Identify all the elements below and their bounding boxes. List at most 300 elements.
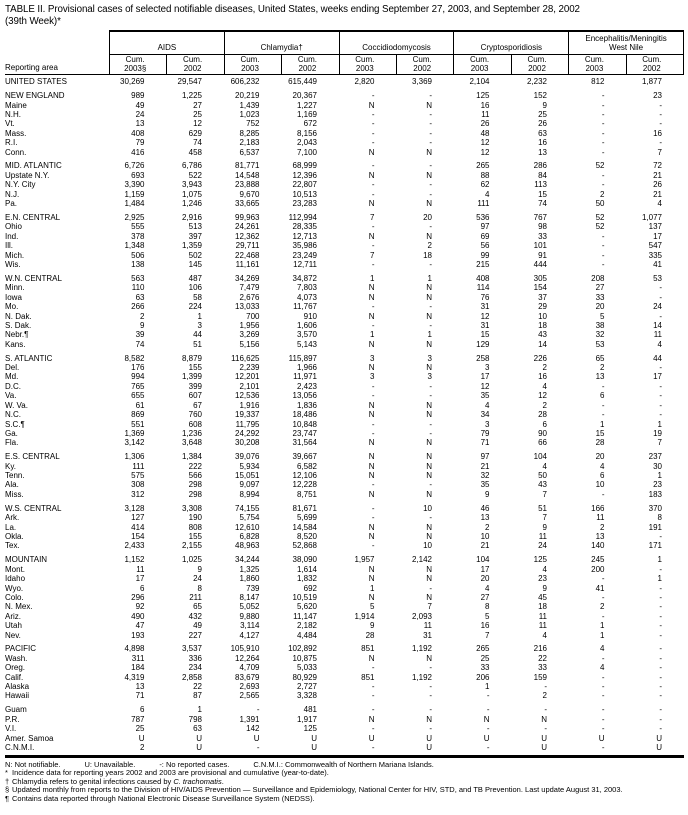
cell: 298 [188,489,202,499]
cell: 137 [648,222,662,232]
cell: 12,396 [292,170,317,180]
cell: 10,848 [292,419,317,429]
cell: - [659,400,662,410]
cell: 3,369 [411,77,432,87]
cell: - [601,653,605,663]
cell: 1,384 [181,452,202,462]
cell: 693 [131,170,145,180]
cell: 7 [542,513,547,523]
row-label: N. Dak. [5,311,32,321]
row-label: Conn. [5,147,27,157]
table-row [5,621,684,630]
cell: 296 [131,592,145,602]
cell: 17 [653,372,662,382]
cell: 32 [595,330,605,340]
cell: 1,439 [239,100,260,110]
cell: - [659,630,662,640]
cell: N [368,363,375,373]
column-subheader-line: Cum. [183,55,203,64]
cell: 58 [193,292,202,302]
cell: N [368,489,375,499]
cell: 10 [480,531,490,541]
cell: 4 [542,630,547,640]
cell: 8,156 [296,128,317,138]
cell: 63 [193,724,202,734]
cell: 71 [135,691,145,701]
cell: 1,348 [124,241,145,251]
cell: 25 [135,724,145,734]
cell: - [601,672,605,682]
cell: 145 [188,260,202,269]
cell: 53 [595,339,605,349]
cell: - [659,410,662,420]
cell: 7 [542,489,547,499]
cell: 18 [538,320,547,330]
cell: 767 [533,212,547,222]
cell: 2 [542,691,547,701]
cell: 68,999 [292,161,317,171]
cell: 1 [197,311,202,321]
row-group [5,644,684,700]
cell: 11 [538,611,547,621]
column-subheader-line: Cum. [412,55,432,64]
column-subheader-line: 2003§ [124,63,147,73]
cell: 90 [538,428,547,438]
cell: 14 [538,339,547,349]
cell: 1,225 [181,91,202,101]
cell: - [429,705,432,715]
cell: 6,726 [124,161,145,171]
cell: 692 [303,583,317,593]
cell: 2 [427,241,432,251]
row-label: N. Mex. [5,602,33,612]
cell: 52 [595,222,605,232]
cell: - [659,292,662,302]
cell: 13 [135,682,145,692]
table-row [5,293,684,302]
cell: - [601,714,605,724]
cell: 74 [135,339,145,349]
row-label: Miss. [5,489,24,499]
cell: - [371,541,375,551]
row-label: Guam [5,705,27,715]
cell: 12,362 [235,231,260,241]
cell: 7 [485,630,490,640]
cell: 266 [131,302,145,312]
cell: 12 [480,147,490,157]
cell: N [368,147,375,157]
cell: 67 [193,400,202,410]
cell: 125 [303,724,317,734]
cell: - [601,489,605,499]
cell: 184 [131,663,145,673]
cell: - [429,419,432,429]
cell: 98 [538,222,547,232]
cell: 2,093 [411,611,432,621]
cell: 4 [600,644,605,654]
cell: 3,142 [124,438,145,448]
cell: 104 [476,555,490,565]
cell: 23 [653,480,662,490]
cell: 79 [135,138,145,148]
table-row [5,232,684,241]
table-row [5,119,684,128]
cell: 48 [480,128,490,138]
cell: 13 [135,119,145,129]
cell: 12,610 [235,522,260,532]
cell: 91 [538,250,547,260]
table-row [5,602,684,611]
cell: - [659,611,662,621]
cell: 1,246 [181,199,202,209]
column-group-label [225,32,339,55]
cell: 408 [131,128,145,138]
table-title-line2: (39th Week)* [5,15,61,27]
cell: 787 [131,714,145,724]
cell: - [371,503,375,513]
cell: - [429,189,432,199]
table-body [5,75,684,752]
row-label: Va. [5,391,17,401]
cell: - [429,391,432,401]
cell: 4 [600,461,605,471]
cell: 5,620 [296,602,317,612]
cell: 183 [648,489,662,499]
cell: N [426,292,432,302]
cell: 23,747 [292,428,317,438]
cell: 23,283 [292,199,317,209]
cell: 2 [140,311,145,321]
cell: 71 [480,438,490,448]
cell: N [368,410,375,420]
table-row [5,644,684,653]
cell: 20 [595,302,605,312]
cell: 3,648 [181,438,202,448]
cell: 12,711 [293,260,317,269]
cell: 56 [480,241,490,251]
cell: 17 [135,574,145,584]
cell: 171 [648,541,662,551]
cell: 2,232 [526,77,547,87]
cell: 20 [480,574,490,584]
row-label: Md. [5,372,19,382]
cell: 34,269 [235,273,260,283]
row-label: Iowa [5,292,22,302]
cell: - [601,724,605,734]
cell: 6 [140,705,145,715]
cell: 53 [653,273,662,283]
table-row [5,631,684,640]
cell: 6,537 [239,147,260,157]
footnote-marker: † [5,776,10,786]
cell: 2,155 [181,541,202,551]
cell: 237 [648,452,662,462]
row-label: Wis. [5,260,21,269]
table-row [5,391,684,400]
cell: N [426,311,432,321]
cell: - [429,180,432,190]
row-label: Nev. [5,630,21,640]
row-group [5,705,684,752]
row-label: Oreg. [5,663,26,673]
cell: - [429,583,432,593]
cell: 127 [131,513,145,523]
table-row [5,682,684,691]
row-label: Idaho [5,574,26,584]
table-row [5,462,684,471]
cell: U [368,733,375,743]
cell: 536 [476,212,490,222]
row-label: Kans. [5,339,26,349]
cell: - [371,241,375,251]
cell: N [368,471,375,481]
cell: 10 [423,541,432,551]
cell: 18 [538,602,547,612]
cell: - [256,743,260,752]
cell: - [371,428,375,438]
cell: 106 [188,283,202,293]
cell: 24 [193,574,202,584]
legend-item: -: No reported cases. [159,759,230,769]
table-row [5,283,684,292]
row-label: PACIFIC [5,644,36,654]
cell: 38 [595,320,605,330]
cell: 258 [476,353,490,363]
column-groups [109,30,684,74]
cell: - [659,724,662,734]
cell: - [371,691,375,701]
cell: 28 [365,630,375,640]
cell: 655 [131,391,145,401]
cell: 2,043 [296,138,317,148]
cell: 566 [188,471,202,481]
cell: 104 [533,452,547,462]
cell: 227 [188,630,202,640]
row-label: S.C.¶ [5,419,25,429]
cell: 26 [538,119,547,129]
cell: 193 [131,630,145,640]
cell: 12 [480,381,490,391]
cell: - [659,663,662,673]
cell: 408 [476,273,490,283]
row-label: Alaska [5,682,30,692]
cell: 513 [188,222,202,232]
cell: 551 [131,419,145,429]
cell: - [601,592,605,602]
cell: 49 [135,100,145,110]
row-label: Minn. [5,283,25,293]
cell: 9 [140,320,145,330]
cell: 30,208 [235,438,260,448]
cell: N [368,653,375,663]
cell: 399 [188,381,202,391]
cell: 34 [480,410,490,420]
column-subheader-line: 2003 [241,63,259,73]
cell: 5 [600,311,605,321]
cell: 200 [591,564,605,574]
cell: 211 [189,592,202,602]
cell: 3 [370,353,375,363]
cell: N [426,574,432,584]
cell: 607 [188,391,202,401]
cell: 44 [193,330,202,340]
cell: 208 [591,273,605,283]
column-subheader [110,55,166,74]
cell: 1,025 [181,555,202,565]
cell: 615,449 [288,77,317,87]
cell: 6 [600,471,605,481]
cell: 739 [246,583,260,593]
cell: 3,128 [124,503,145,513]
cell: - [429,480,432,490]
cell: 31 [423,630,432,640]
cell: N [368,292,375,302]
cell: 18 [423,250,432,260]
cell: - [371,119,375,129]
cell: 11 [136,564,145,574]
cell: 10,519 [292,592,317,602]
table-row [5,274,684,283]
cell: 1 [197,705,202,715]
cell: 9 [370,621,375,631]
cell: 12 [193,119,202,129]
cell: 29,711 [235,241,260,251]
cell: 45 [538,592,547,602]
cell: 142 [246,724,260,734]
cell: 16 [538,138,547,148]
cell: - [371,419,375,429]
cell: 13,033 [235,302,260,312]
cell: 24,261 [235,222,260,232]
cell: 33 [538,663,547,673]
cell: 206 [476,672,490,682]
cell: - [601,147,605,157]
cell: 1,077 [641,212,662,222]
table-row [5,190,684,199]
table-row [5,574,684,583]
table-row [5,401,684,410]
cell: 1,832 [296,574,317,584]
cell: 12 [480,138,490,148]
cell: - [659,691,662,701]
cell: 13 [595,372,605,382]
cell: U [311,743,317,752]
cell: 10 [538,311,547,321]
row-label: Mich. [5,250,25,260]
column-group-label-line: AIDS [157,43,177,53]
cell: 8 [657,513,662,523]
cell: 1,359 [181,241,202,251]
cell: 22 [538,653,547,663]
cell: 522 [188,170,202,180]
cell: 2,183 [239,138,260,148]
cell: 37 [538,292,547,302]
cell: 2,142 [411,555,432,565]
column-subheader-line: 2002 [642,63,661,73]
table-row [5,532,684,541]
cell: - [659,653,662,663]
cell: 1 [600,630,605,640]
cell: - [601,400,605,410]
cell: - [659,391,662,401]
cell: 1,484 [124,199,145,209]
row-label: Mont. [5,564,26,574]
cell: N [368,438,375,448]
table-row [5,724,684,733]
column-subheader [340,55,396,74]
table-row [5,705,684,714]
cell: 7 [370,250,375,260]
row-label: N.Y. City [5,180,36,190]
column-subheader-line: Cum. [642,55,662,64]
cell: 1,236 [181,428,202,438]
table-row [5,213,684,222]
cell: - [429,381,432,391]
column-subheader-line: Cum. [584,55,604,64]
cell: 3 [427,372,432,382]
cell: - [601,743,605,752]
cell: 629 [188,128,202,138]
cell: N [426,522,432,532]
table-header [5,30,684,75]
cell: 138 [131,260,145,269]
cell: - [601,410,605,420]
cell: 16 [480,621,490,631]
cell: 2 [485,522,490,532]
cell: 8,582 [124,353,145,363]
cell: 2 [600,522,605,532]
cell: 11 [596,513,605,523]
cell: 13 [595,531,605,541]
cell: N [368,592,375,602]
cell: 155 [188,531,202,541]
cell: 19 [653,428,662,438]
cell: - [601,100,605,110]
cell: 10 [595,480,605,490]
cell: 11 [538,531,547,541]
cell: 1 [657,574,662,584]
row-label: N.H. [5,109,21,119]
column-subheaders [569,55,683,74]
cell: - [371,109,375,119]
table-row [5,504,684,513]
row-label: E.S. CENTRAL [5,452,60,462]
legend-item: N: Not notifiable. [5,759,61,769]
cell: 8,994 [239,489,260,499]
cell: 72 [653,161,662,171]
cell: - [659,138,662,148]
cell: - [659,705,662,715]
column-group-label-line: Coccidiodomycosis [362,43,431,53]
cell: 31,564 [292,438,317,448]
table-row [5,372,684,381]
cell: 23,249 [292,250,317,260]
cell: 34,244 [235,555,260,565]
column-subheader [569,55,625,74]
cell: 52 [595,161,605,171]
cell: 7 [370,212,375,222]
cell: 555 [131,222,145,232]
cell: 15,051 [235,471,260,481]
cell: 23 [653,91,662,101]
cell: 24 [653,302,662,312]
cell: 99 [480,250,490,260]
cell: - [659,621,662,631]
cell: - [601,381,605,391]
cell: 215 [476,260,490,269]
cell: 69 [480,231,490,241]
cell: 31 [480,302,490,312]
